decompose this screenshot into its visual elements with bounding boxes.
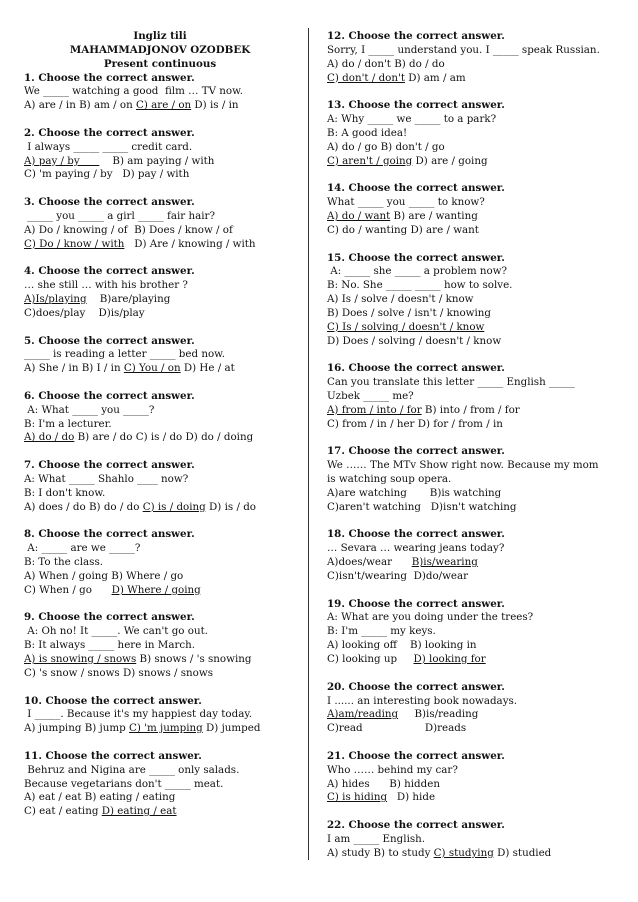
text-segment: C)isn't/wearing D)do/wear xyxy=(327,569,469,582)
question-line xyxy=(327,487,617,501)
text-segment: What _____ you _____ to know? xyxy=(327,196,485,209)
text-segment: C) eat / eating xyxy=(24,805,102,818)
text-segment: Uzbek _____ me? xyxy=(327,389,414,402)
question-block xyxy=(327,445,617,514)
question-block xyxy=(24,127,296,182)
question-line xyxy=(327,293,617,307)
text-segment: B: No. She _____ _____ how to solve. xyxy=(327,279,513,292)
text-segment: _____ is reading a letter _____ bed now. xyxy=(24,348,226,361)
text-segment: A)are watching B)is watching xyxy=(327,486,502,499)
question-line xyxy=(24,473,296,487)
question-title: 14. Choose the correct answer. xyxy=(327,182,505,195)
question-block xyxy=(327,681,617,736)
question-line xyxy=(327,570,617,584)
answer-underlined: A)am/reading xyxy=(327,708,399,721)
question-title: 22. Choose the correct answer. xyxy=(327,819,505,832)
question-line xyxy=(327,321,617,335)
text-segment: A) jumping B) jump xyxy=(24,722,130,735)
question-title: 10. Choose the correct answer. xyxy=(24,694,202,707)
text-segment: A) Do / knowing / of B) Does / know / of xyxy=(24,223,233,236)
text-segment: C)read D)reads xyxy=(327,722,467,735)
question-block xyxy=(24,459,296,514)
text-segment: B) am paying / with xyxy=(99,154,215,167)
question-line xyxy=(24,293,296,307)
question-line xyxy=(327,58,617,72)
question-block xyxy=(327,750,617,805)
text-segment: B: I'm _____ my keys. xyxy=(327,625,436,638)
answer-underlined: C) aren't / going xyxy=(327,154,413,167)
text-segment: I _____. Because it's my happiest day today. xyxy=(24,708,253,721)
question-line xyxy=(24,791,296,805)
question-line xyxy=(24,653,296,667)
question-line xyxy=(24,238,296,252)
question-line xyxy=(327,459,617,473)
answer-underlined: A) from / into / for xyxy=(327,403,422,416)
question-line xyxy=(327,335,617,349)
text-segment: C) 's snow / snows D) snows / snows xyxy=(24,666,213,679)
text-segment: is watching soup opera. xyxy=(327,473,452,485)
right-column xyxy=(327,30,617,874)
question-block xyxy=(327,598,617,667)
question-line xyxy=(24,778,296,792)
question-block xyxy=(24,72,296,114)
text-segment: D) Does / solving / doesn't / know xyxy=(327,334,502,347)
question-title: 8. Choose the correct answer. xyxy=(24,528,195,541)
text-segment: B) are / wanting xyxy=(390,209,478,222)
question-title: 11. Choose the correct answer. xyxy=(24,749,202,762)
question-line xyxy=(327,764,617,778)
question-line xyxy=(327,625,617,639)
text-segment: B: It always _____ here in March. xyxy=(24,639,196,652)
text-segment: A: _____ are we _____? xyxy=(24,542,141,555)
question-line xyxy=(327,210,617,224)
question-line xyxy=(24,805,296,819)
question-block xyxy=(327,99,617,168)
question-block xyxy=(24,196,296,251)
question-line xyxy=(327,833,617,847)
question-block xyxy=(24,335,296,377)
answer-underlined: C) is hiding xyxy=(327,791,388,804)
text-segment: B: I don't know. xyxy=(24,486,106,499)
text-segment: A) hides B) hidden xyxy=(327,777,440,790)
question-block xyxy=(327,30,617,85)
answer-underlined: A) do / want xyxy=(327,209,391,222)
question-line xyxy=(327,418,617,432)
question-line xyxy=(24,168,296,182)
text-segment: D) He / at xyxy=(180,362,235,375)
question-title: 6. Choose the correct answer. xyxy=(24,389,195,402)
text-segment: I always _____ _____ credit card. xyxy=(24,140,193,153)
question-line xyxy=(24,639,296,653)
question-line xyxy=(24,722,296,736)
question-line xyxy=(327,155,617,169)
question-title: 3. Choose the correct answer. xyxy=(24,196,195,209)
question-line xyxy=(327,113,617,127)
question-line xyxy=(327,279,617,293)
left-column xyxy=(24,30,296,833)
header-subject: Ingliz tili xyxy=(133,30,187,42)
answer-underlined: C) studying xyxy=(433,846,494,859)
text-segment: I am _____ English. xyxy=(327,832,426,845)
question-block xyxy=(24,265,296,320)
text-segment: B)are/playing xyxy=(86,293,171,306)
text-segment: A: _____ she _____ a problem now? xyxy=(327,265,508,278)
question-block xyxy=(327,362,617,431)
text-segment: D) hide xyxy=(387,791,436,804)
answer-underlined: B)is/wearing xyxy=(411,556,478,569)
text-segment: D) am / am xyxy=(404,71,466,84)
question-line xyxy=(24,431,296,445)
text-segment: A) When / going B) Where / go xyxy=(24,569,184,582)
question-line xyxy=(24,487,296,501)
question-title: 16. Choose the correct answer. xyxy=(327,362,505,375)
text-segment: B: To the class. xyxy=(24,556,104,569)
answer-underlined: C) Is / solving / doesn't / know xyxy=(327,320,485,333)
question-line xyxy=(327,473,617,487)
text-segment: A) She / in B) I / in xyxy=(24,362,124,375)
question-line xyxy=(327,639,617,653)
question-line xyxy=(24,307,296,321)
text-segment: A: What are you doing under the trees? xyxy=(327,611,534,624)
answer-underlined: A)Is/playing xyxy=(24,293,87,306)
question-line xyxy=(327,556,617,570)
text-segment: Sorry, I _____ understand you. I _____ speak Russian. xyxy=(327,43,600,56)
question-line xyxy=(24,141,296,155)
question-line xyxy=(24,570,296,584)
question-line xyxy=(327,847,617,861)
text-segment: B) are / do C) is / do D) do / doing xyxy=(74,431,254,444)
question-line xyxy=(327,404,617,418)
question-title: 4. Choose the correct answer. xyxy=(24,265,195,278)
question-block xyxy=(24,611,296,680)
column-divider xyxy=(308,28,309,860)
text-segment: B) Does / solve / isn't / knowing xyxy=(327,306,492,319)
question-line xyxy=(24,556,296,570)
answer-underlined: D) eating / eat xyxy=(101,805,177,818)
answer-underlined: C) Do / know / with xyxy=(24,237,125,250)
text-segment: A) are / in B) am / on xyxy=(24,99,136,112)
text-segment: D) jumped xyxy=(202,722,261,735)
question-line xyxy=(24,224,296,238)
question-line xyxy=(327,141,617,155)
answer-underlined: A) do / do xyxy=(24,431,75,444)
text-segment: A: What _____ you _____? xyxy=(24,403,155,416)
text-segment: Can you translate this letter _____ English _____ xyxy=(327,376,575,389)
text-segment: A)does/wear xyxy=(327,556,412,569)
question-line xyxy=(24,501,296,515)
question-line xyxy=(24,404,296,418)
question-title: 1. Choose the correct answer. xyxy=(24,71,195,84)
question-line xyxy=(327,265,617,279)
question-title: 21. Choose the correct answer. xyxy=(327,749,505,762)
question-line xyxy=(24,99,296,113)
question-line xyxy=(327,72,617,86)
question-line xyxy=(327,611,617,625)
text-segment: A) study B) to study xyxy=(327,846,434,859)
text-segment: A) looking off B) looking in xyxy=(327,639,477,652)
document-header xyxy=(24,30,296,72)
text-segment: We _____ watching a good film … TV now. xyxy=(24,85,243,98)
question-line xyxy=(327,501,617,515)
text-segment: D) Are / knowing / with xyxy=(124,237,256,250)
question-block xyxy=(327,528,617,583)
text-segment: _____ you _____ a girl _____ fair hair? xyxy=(24,209,215,222)
question-title: 7. Choose the correct answer. xyxy=(24,459,195,472)
text-segment: D) studied xyxy=(493,846,552,859)
text-segment: C) do / wanting D) are / want xyxy=(327,223,479,236)
question-title: 5. Choose the correct answer. xyxy=(24,334,195,347)
question-title: 18. Choose the correct answer. xyxy=(327,528,505,541)
question-block xyxy=(327,182,617,237)
answer-underlined: A) pay / by xyxy=(24,154,100,167)
text-segment: B)is/reading xyxy=(398,708,479,721)
question-line xyxy=(24,348,296,362)
question-title: 12. Choose the correct answer. xyxy=(327,30,505,42)
text-segment: We …… The MTv Show right now. Because my mom xyxy=(327,459,599,472)
text-segment: C) from / in / her D) for / from / in xyxy=(327,417,503,430)
question-line xyxy=(327,722,617,736)
text-segment: D) is / in xyxy=(191,99,239,112)
question-line xyxy=(24,279,296,293)
text-segment: I ...... an interesting book nowadays. xyxy=(327,694,518,707)
question-block xyxy=(24,528,296,597)
header-author: MAHAMMADJONOV OZODBEK xyxy=(69,43,251,56)
text-segment: B: I'm a lecturer. xyxy=(24,417,112,430)
question-line xyxy=(24,542,296,556)
question-title: 13. Choose the correct answer. xyxy=(327,99,505,112)
answer-underlined: C) You / on xyxy=(123,362,181,375)
text-segment: … Sevara … wearing jeans today? xyxy=(327,542,505,555)
question-block xyxy=(327,819,617,861)
answer-underlined: D) looking for xyxy=(413,652,486,665)
text-segment: Because vegetarians don't _____ meat. xyxy=(24,777,224,790)
answer-underlined: C) 'm jumping xyxy=(129,722,203,735)
text-segment: A: Oh no! It _____. We can't go out. xyxy=(24,625,209,638)
question-line xyxy=(24,85,296,99)
question-line xyxy=(327,542,617,556)
question-line xyxy=(327,224,617,238)
text-segment: Behruz and Nigina are _____ only salads. xyxy=(24,763,240,776)
question-line xyxy=(24,155,296,169)
question-line xyxy=(327,376,617,390)
text-segment: C) looking up xyxy=(327,652,414,665)
question-line xyxy=(24,625,296,639)
text-segment: D) is / do xyxy=(205,500,256,513)
question-title: 15. Choose the correct answer. xyxy=(327,251,505,264)
question-line xyxy=(327,127,617,141)
question-title: 2. Choose the correct answer. xyxy=(24,126,195,139)
question-title: 9. Choose the correct answer. xyxy=(24,611,195,624)
question-line xyxy=(24,764,296,778)
question-line xyxy=(327,791,617,805)
question-line xyxy=(327,778,617,792)
text-segment: A) Is / solve / doesn't / know xyxy=(327,293,474,306)
question-title: 19. Choose the correct answer. xyxy=(327,597,505,610)
answer-underlined: C) are / on xyxy=(135,99,192,112)
text-segment: B: A good idea! xyxy=(327,126,408,139)
text-segment: C) 'm paying / by D) pay / with xyxy=(24,168,190,181)
text-segment: C)does/play D)is/play xyxy=(24,306,145,319)
question-line xyxy=(24,584,296,598)
text-segment: A) does / do B) do / do xyxy=(24,500,143,513)
question-block xyxy=(24,750,296,819)
text-segment: A: Why _____ we _____ to a park? xyxy=(327,113,497,126)
question-title: 20. Choose the correct answer. xyxy=(327,680,505,693)
text-segment: … she still … with his brother ? xyxy=(24,279,188,292)
question-line xyxy=(24,210,296,224)
question-line xyxy=(24,418,296,432)
text-segment: A) eat / eat B) eating / eating xyxy=(24,791,176,804)
question-line xyxy=(327,196,617,210)
text-segment: C) When / go xyxy=(24,583,112,596)
text-segment: A: What _____ Shahlo ____ now? xyxy=(24,473,189,485)
question-line xyxy=(327,44,617,58)
text-segment: Who …… behind my car? xyxy=(327,763,458,776)
question-line xyxy=(327,653,617,667)
question-block xyxy=(24,695,296,737)
answer-underlined: A) is snowing / snows xyxy=(24,652,137,665)
question-line xyxy=(327,695,617,709)
text-segment: B) snows / 's snowing xyxy=(136,652,252,665)
question-title: 17. Choose the correct answer. xyxy=(327,445,505,458)
question-line xyxy=(24,362,296,376)
question-line xyxy=(327,708,617,722)
question-line xyxy=(24,708,296,722)
text-segment: C)aren't watching D)isn't watching xyxy=(327,500,517,513)
header-topic: Present continuous xyxy=(103,57,217,70)
question-line xyxy=(327,307,617,321)
question-block xyxy=(327,252,617,349)
question-line xyxy=(327,390,617,404)
text-segment: B) into / from / for xyxy=(421,403,520,416)
text-segment: A) do / go B) don't / go xyxy=(327,140,445,153)
answer-underlined: C) is / doing xyxy=(142,500,206,513)
question-line xyxy=(24,667,296,681)
answer-underlined: C) don't / don't xyxy=(327,71,405,84)
text-segment: D) are / going xyxy=(412,154,488,167)
question-block xyxy=(24,390,296,445)
text-segment: A) do / don't B) do / do xyxy=(327,57,445,70)
answer-underlined: D) Where / going xyxy=(111,583,201,596)
